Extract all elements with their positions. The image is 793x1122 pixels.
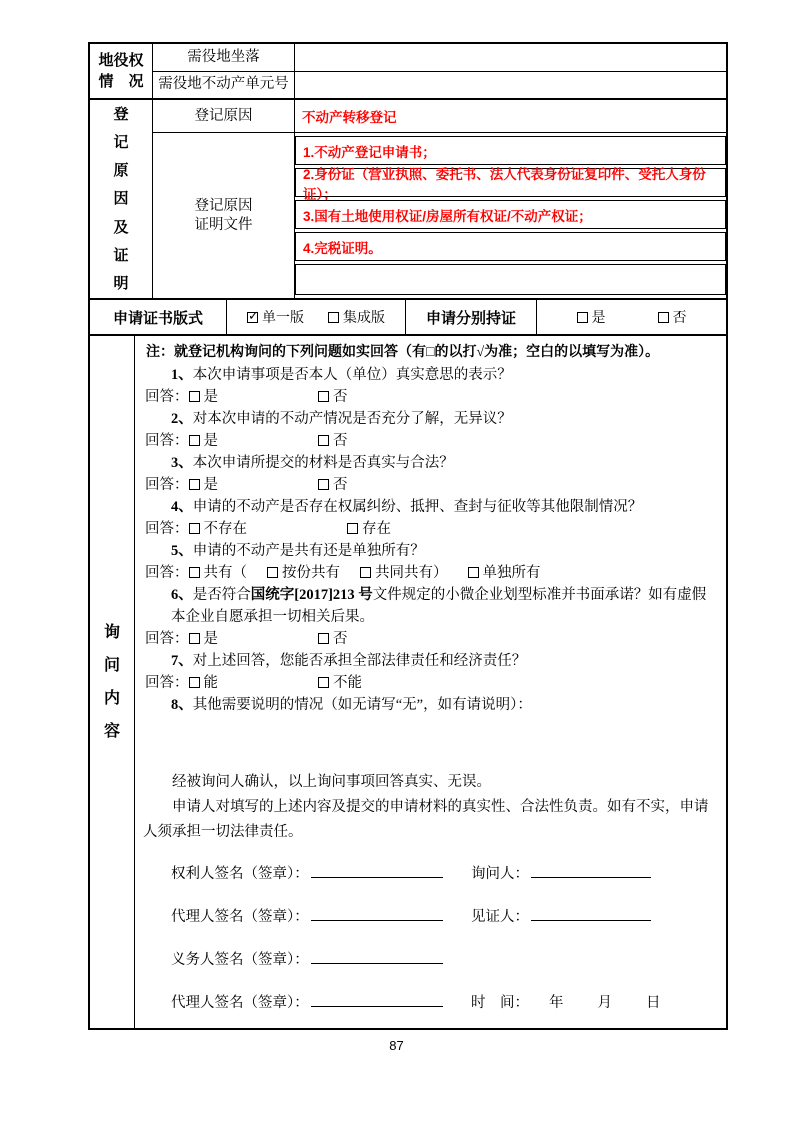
answer-checkbox[interactable] [189, 523, 200, 534]
registration-label-char: 及 [113, 218, 129, 236]
easement-label-line1: 地役权 [98, 52, 144, 69]
answer-checkbox[interactable] [318, 479, 329, 490]
signature-line-field[interactable] [311, 993, 443, 1007]
blank-answer-space[interactable] [143, 716, 718, 770]
question-text: 对本次申请的不动产情况是否充分了解，无异议？ [192, 411, 512, 427]
answer-option [468, 565, 541, 581]
answer-option [189, 477, 219, 493]
answer-line [143, 562, 718, 584]
answer-option-label: 否 [333, 631, 348, 647]
question-list [143, 364, 718, 716]
format-option [328, 307, 385, 327]
answer-checkbox[interactable] [318, 633, 329, 644]
inquiry-label-char: 询 [103, 624, 120, 641]
reason-row [153, 100, 726, 133]
answer-option-label: 否 [333, 477, 348, 493]
answer-checkbox[interactable] [267, 567, 278, 578]
answer-prefix: 回答： [145, 477, 189, 493]
answer-checkbox[interactable] [189, 633, 200, 644]
answer-option-label: 否 [333, 433, 348, 449]
separate-certificate-options [537, 300, 726, 334]
answer-option-label: 是 [203, 433, 218, 449]
signature-left-label: 代理人签名（签章）： [171, 995, 309, 1011]
answer-option-label: 不存在 [203, 521, 247, 537]
format-option-label: 集成版 [343, 311, 385, 326]
registration-form-table [88, 42, 728, 1030]
question-number: 7、 [171, 653, 193, 669]
answer-option [189, 389, 219, 405]
separate-checkbox[interactable] [658, 312, 669, 323]
certificate-format-label: 申请证书版式 [90, 300, 227, 334]
signature-line-field[interactable] [531, 864, 651, 878]
answer-option [267, 565, 340, 581]
answer-checkbox[interactable] [318, 677, 329, 688]
signature-left-label: 权利人签名（签章）： [171, 866, 309, 882]
question-text: 申请的不动产是共有还是单独所有？ [192, 543, 425, 559]
answer-checkbox[interactable] [189, 567, 200, 578]
signature-left-label: 义务人签名（签章）： [171, 952, 309, 968]
answer-option [318, 675, 362, 691]
docs-list [295, 133, 726, 298]
answer-prefix: 回答： [145, 631, 189, 647]
signature-line-field[interactable] [311, 950, 443, 964]
answer-option-label: 存在 [362, 521, 391, 537]
easement-row-value[interactable] [295, 72, 726, 99]
signature-line-field[interactable] [531, 907, 651, 921]
registration-label-char: 证 [113, 247, 129, 265]
answer-checkbox[interactable] [189, 677, 200, 688]
signature-right [471, 863, 651, 885]
answer-option [189, 521, 248, 537]
inquiry-section-label [90, 336, 135, 1028]
signature-right [471, 906, 651, 928]
separate-option-label: 是 [591, 311, 606, 326]
question-number: 8、 [171, 697, 193, 713]
inquiry-section [90, 336, 726, 1028]
answer-option [318, 631, 348, 647]
doc-item: 3.国有土地使用权证/房屋所有权证/不动产权证； [295, 200, 726, 229]
question-text: 本次申请所提交的材料是否真实与合法？ [192, 455, 454, 471]
inquiry-content [135, 336, 726, 1028]
easement-label-line2: 情 况 [98, 73, 144, 90]
question-number: 4、 [171, 499, 193, 515]
easement-section-label [90, 44, 153, 98]
page-number: 87 [389, 1038, 404, 1053]
answer-line [143, 672, 718, 694]
registration-label-char: 记 [113, 133, 129, 151]
question-number: 1、 [171, 367, 193, 383]
answer-prefix: 回答： [145, 675, 189, 691]
format-option-label: 单一版 [262, 311, 304, 326]
signature-row [143, 906, 718, 928]
docs-row [153, 133, 726, 298]
easement-row [153, 44, 726, 71]
signature-left [171, 906, 471, 928]
answer-option [360, 565, 448, 581]
question-line [143, 408, 718, 430]
signature-left [171, 863, 471, 885]
easement-row-value[interactable] [295, 44, 726, 71]
format-option [247, 307, 304, 327]
question-text: 国统字[2017]213 号 [250, 587, 373, 603]
answer-option-label: 共有（ [203, 565, 247, 581]
answer-option-label: 是 [203, 389, 218, 405]
easement-row [153, 71, 726, 99]
answer-option-label: 能 [203, 675, 218, 691]
registration-label-char: 明 [113, 275, 129, 293]
answer-option-label: 不能 [333, 675, 362, 691]
answer-line [143, 386, 718, 408]
doc-item: 2.身份证（营业执照、委托书、法人代表身份证复印件、受托人身份证）； [295, 168, 726, 197]
question-line [143, 452, 718, 474]
signature-row [143, 863, 718, 885]
answer-checkbox[interactable] [189, 479, 200, 490]
easement-rows [153, 44, 726, 98]
doc-item: 4.完税证明。 [295, 232, 726, 261]
answer-line [143, 518, 718, 540]
question-text: 申请的不动产是否存在权属纠纷、抵押、查封与征收等其他限制情况？ [192, 499, 643, 515]
answer-checkbox[interactable] [347, 523, 358, 534]
question-text: 本次申请事项是否本人（单位）真实意思的表示？ [192, 367, 512, 383]
question-line [143, 496, 718, 518]
confirmation-paragraph: 申请人对填写的上述内容及提交的申请材料的真实性、合法性负责。如有不实，申请人须承担一切法律责任。 [143, 799, 709, 840]
doc-item-empty[interactable] [295, 264, 726, 295]
signature-left [171, 992, 471, 1014]
date-unit-label: 年 [549, 995, 564, 1011]
answer-checkbox[interactable] [468, 567, 479, 578]
registration-label-char: 原 [113, 162, 129, 180]
answer-option [189, 565, 248, 581]
inquiry-label-char: 内 [103, 690, 120, 707]
certificate-format-row [90, 300, 726, 336]
separate-option [577, 307, 606, 327]
inquiry-label-char: 容 [103, 723, 120, 740]
answer-option-label: 单独所有 [482, 565, 541, 581]
confirmation-paragraphs [143, 770, 718, 845]
signature-right-label: 询问人： [471, 866, 529, 882]
question-text: 其他需要说明的情况（如无请写“无”，如有请说明）： [192, 697, 532, 713]
answer-prefix: 回答： [145, 565, 189, 581]
separate-option [658, 307, 687, 327]
signature-left-label: 代理人签名（签章）： [171, 909, 309, 925]
answer-option [347, 521, 391, 537]
answer-checkbox[interactable] [189, 391, 200, 402]
signature-row [143, 992, 718, 1014]
answer-checkbox[interactable] [360, 567, 371, 578]
answer-option [318, 477, 348, 493]
answer-option [189, 433, 219, 449]
answer-option-label: 共同共有） [375, 565, 448, 581]
answer-checkbox[interactable] [318, 391, 329, 402]
separate-checkbox[interactable] [577, 312, 588, 323]
question-number: 2、 [171, 411, 193, 427]
question-line [143, 364, 718, 386]
separate-certificate-label: 申请分别持证 [406, 300, 537, 334]
reason-value: 不动产转移登记 [302, 110, 397, 125]
question-line [143, 584, 718, 628]
signature-row [143, 949, 718, 971]
easement-row-label: 需役地坐落 [153, 44, 295, 71]
question-number: 5、 [171, 543, 193, 559]
signature-right-label: 时 间： [471, 995, 529, 1011]
signature-left [171, 949, 471, 971]
answer-prefix: 回答： [145, 433, 189, 449]
date-unit-label: 月 [597, 995, 612, 1011]
answer-line [143, 628, 718, 650]
signature-line-field[interactable] [311, 907, 443, 921]
format-checkbox[interactable] [247, 312, 258, 323]
answer-checkbox[interactable] [318, 435, 329, 446]
docs-label-line1: 登记原因 [194, 197, 253, 214]
format-checkbox[interactable] [328, 312, 339, 323]
answer-checkbox[interactable] [189, 435, 200, 446]
separate-option-label: 否 [672, 311, 687, 326]
easement-row-label: 需役地不动产单元号 [153, 72, 295, 99]
registration-label-char: 登 [113, 105, 129, 123]
inquiry-note: 注：就登记机构询问的下列问题如实回答（有□的以打√为准；空白的以填写为准）。 [146, 345, 660, 360]
reason-label: 登记原因 [153, 100, 295, 132]
certificate-format-options [227, 300, 406, 334]
confirmation-paragraph: 经被询问人确认，以上询问事项回答真实、无误。 [172, 774, 491, 790]
answer-option [189, 675, 219, 691]
question-line [143, 650, 718, 672]
answer-option-label: 是 [203, 631, 218, 647]
registration-reason-body [153, 100, 726, 298]
registration-label-char: 因 [113, 190, 129, 208]
question-number: 3、 [171, 455, 193, 471]
answer-prefix: 回答： [145, 389, 189, 405]
question-text: 是否符合 [192, 587, 251, 603]
docs-label [153, 133, 295, 298]
question-line [143, 694, 718, 716]
signature-line-field[interactable] [311, 864, 443, 878]
doc-item: 1.不动产登记申请书； [295, 136, 726, 165]
answer-option [318, 433, 348, 449]
answer-option [318, 389, 348, 405]
registration-section-label [90, 100, 153, 298]
question-line [143, 540, 718, 562]
answer-option-label: 按份共有 [282, 565, 340, 581]
answer-option [189, 631, 219, 647]
question-number: 6、 [171, 587, 193, 603]
answer-line [143, 474, 718, 496]
inquiry-label-char: 问 [103, 657, 120, 674]
signature-right [471, 992, 661, 1014]
answer-line [143, 430, 718, 452]
answer-option-label: 是 [203, 477, 218, 493]
question-text: 对上述回答，您能否承担全部法律责任和经济责任？ [192, 653, 527, 669]
easement-section [90, 44, 726, 100]
registration-reason-section [90, 100, 726, 300]
date-unit-label: 日 [646, 995, 661, 1011]
answer-option-label: 否 [333, 389, 348, 405]
signature-right-label: 见证人： [471, 909, 529, 925]
docs-label-line2: 证明文件 [194, 216, 253, 233]
answer-prefix: 回答： [145, 521, 189, 537]
signature-area [143, 863, 718, 1014]
question-text: 文件规定的小微企业划型标准并书面承诺？如有虚假本企业自愿承担一切相关后果。 [171, 587, 707, 625]
